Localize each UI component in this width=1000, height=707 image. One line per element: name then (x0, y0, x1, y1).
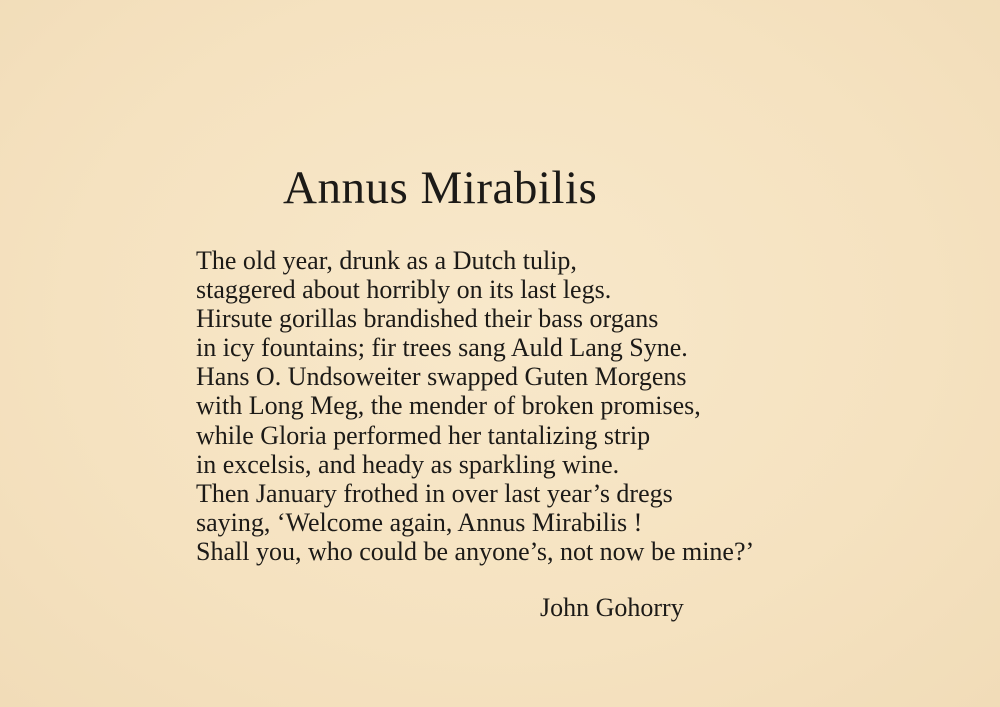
poem-line: in icy fountains; fir trees sang Auld Lang Syne. (196, 333, 688, 363)
poem-body (196, 246, 754, 566)
poem-line: Then January frothed in over last year’s dregs (196, 478, 673, 508)
poem-line: with Long Meg, the mender of broken promises, (196, 391, 701, 421)
poem-author: John Gohorry (540, 593, 684, 622)
poem-line: staggered about horribly on its last legs. (196, 275, 612, 305)
poem-line: Hirsute gorillas brandished their bass organs (196, 304, 659, 334)
poem-line: The old year, drunk as a Dutch tulip, (196, 246, 577, 275)
poem-line: while Gloria performed her tantalizing strip (196, 420, 651, 450)
poem-line: Hans O. Undsoweiter swapped Guten Morgens (196, 362, 687, 392)
poem-line: Shall you, who could be anyone’s, not now be mine?’ (196, 536, 755, 566)
poem-line: saying, ‘Welcome again, Annus Mirabilis ! (196, 507, 643, 537)
poem-title: Annus Mirabilis (283, 162, 598, 214)
poem-line: in excelsis, and heady as sparkling wine. (196, 449, 620, 479)
